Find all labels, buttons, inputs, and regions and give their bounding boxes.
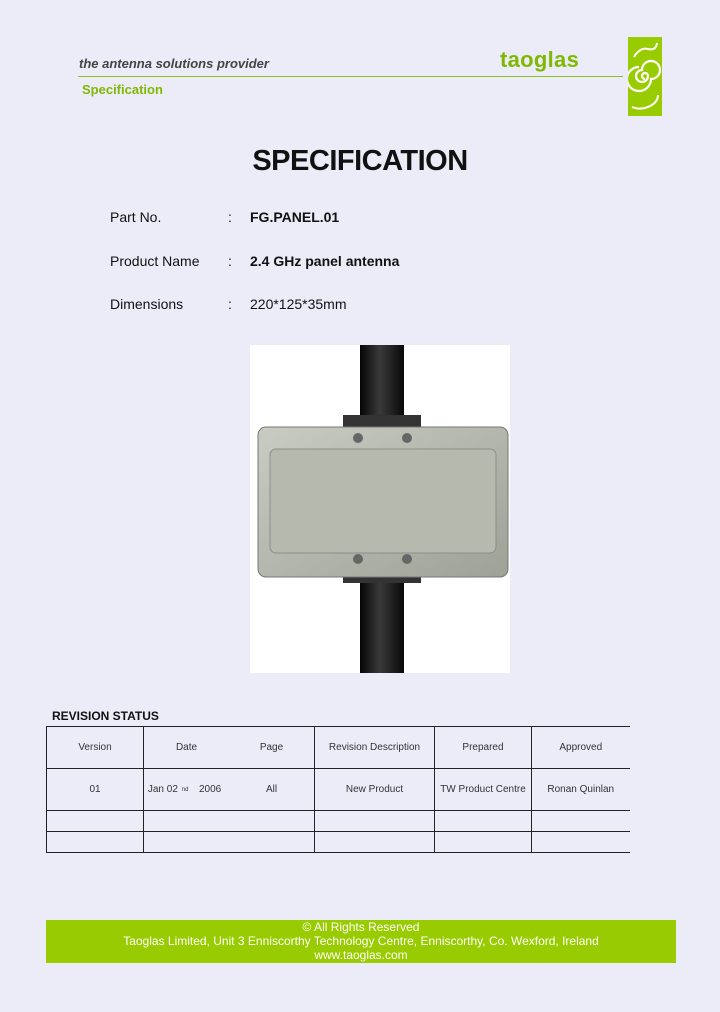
page-title: SPECIFICATION [252, 145, 468, 177]
header-rule [78, 76, 623, 77]
footer-bar [46, 920, 676, 963]
cell-approved: Ronan Quinlan [532, 769, 630, 811]
field-colon: : [228, 209, 232, 225]
table-row [47, 727, 630, 769]
brand-name: taoglas [500, 47, 580, 72]
header-tagline: the antenna solutions provider [79, 56, 269, 71]
header-approved: Approved [532, 727, 630, 769]
field-value: FG.PANEL.01 [250, 209, 340, 225]
field-colon: : [228, 296, 232, 312]
cell-page: All [265, 784, 278, 795]
cell-description: New Product [315, 769, 435, 811]
header-prepared: Prepared [435, 727, 532, 769]
revision-table [46, 726, 630, 853]
cell-date: Jan 02 nd 2006 [147, 784, 222, 795]
field-label: Product Name [110, 253, 200, 269]
header-section-label: Specification [82, 82, 163, 97]
cell-version: 01 [47, 769, 144, 811]
footer-address: Taoglas Limited, Unit 3 Enniscorthy Technology Centre, Enniscorthy, Co. Wexford, Ireland [123, 934, 599, 948]
footer-copyright: © All Rights Reserved [302, 920, 420, 934]
header-description: Revision Description [315, 727, 435, 769]
footer-website-link[interactable]: www.taoglas.com [314, 948, 408, 962]
field-label: Part No. [110, 209, 162, 225]
taoglas-spiral-logo-icon [628, 37, 662, 116]
header-version: Version [47, 727, 144, 769]
header-date: Date [175, 742, 198, 753]
field-value: 2.4 GHz panel antenna [250, 253, 400, 269]
table-row [47, 811, 630, 832]
antenna-product-photo [250, 345, 510, 673]
field-colon: : [228, 253, 232, 269]
table-row [47, 769, 630, 811]
revision-status-heading: REVISION STATUS [52, 709, 159, 723]
cell-prepared: TW Product Centre [435, 769, 532, 811]
field-label: Dimensions [110, 296, 184, 312]
header-page: Page [259, 742, 284, 753]
field-value: 220*125*35mm [250, 296, 347, 312]
table-row [47, 832, 630, 853]
